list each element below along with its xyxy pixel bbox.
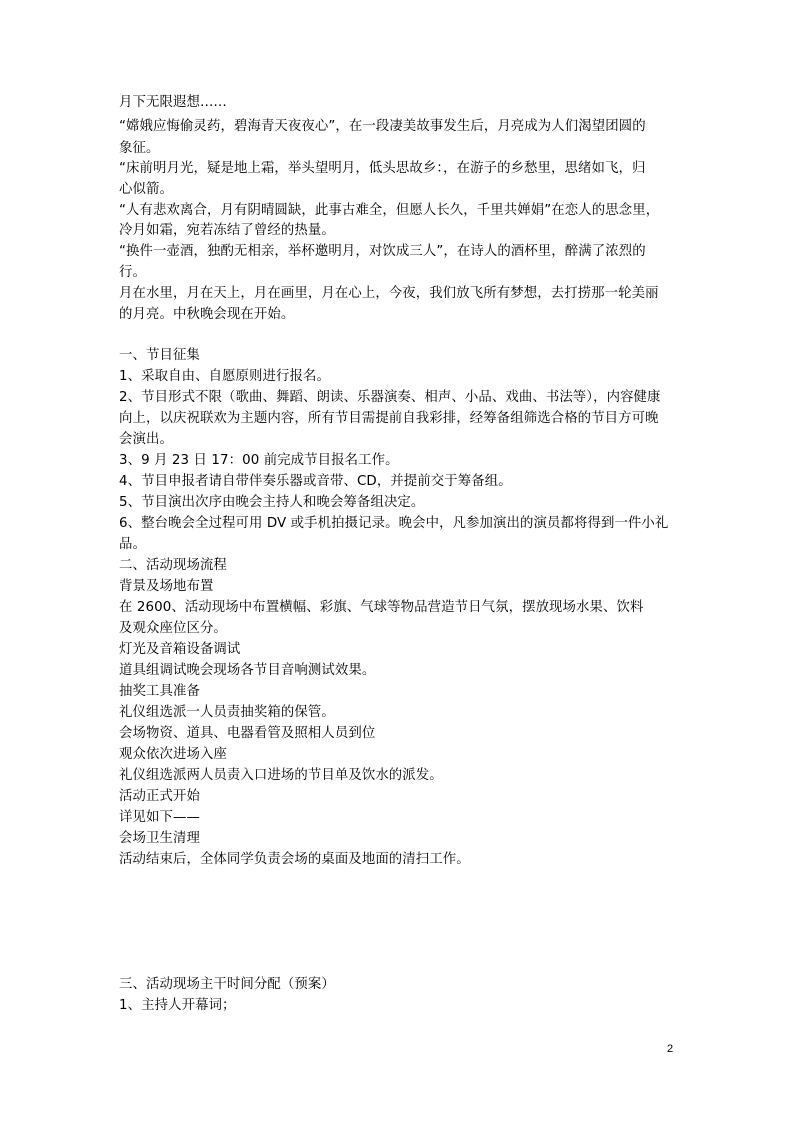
list-item-6b: 品。	[119, 537, 146, 552]
list-item-3: 3、9 月 23 日 17：00 前完成节目报名工作。	[119, 453, 399, 468]
text-line-poem-2b: 心似箭。	[119, 182, 173, 197]
text-line-intro: 月下无限遐想……	[119, 95, 227, 110]
section-heading-2: 二、活动现场流程	[119, 558, 227, 573]
list-item-host-opening: 1、主持人开幕词；	[119, 998, 236, 1013]
subheading-cleanup: 会场卫生清理	[119, 831, 200, 846]
text-line-details: 详见如下——	[119, 810, 200, 825]
list-item-6a: 6、整台晚会全过程可用 DV 或手机拍摄记录。晚会中，凡参加演出的演员都将得到一件小礼	[119, 516, 669, 531]
text-line-poem-4a: “换件一壶酒，独酌无相亲，举杯邀明月，对饮成三人”，在诗人的酒杯里，醉满了浓烈的	[119, 244, 646, 259]
subheading-lottery: 抽奖工具准备	[119, 684, 200, 699]
list-item-2b: 向上，以庆祝联欢为主题内容，所有节目需提前自我彩排，经筹备组筛选合格的节目方可晚	[119, 411, 659, 426]
subheading-start: 活动正式开始	[119, 789, 200, 804]
text-line-cleanup: 活动结束后，全体同学负责会场的桌面及地面的清扫工作。	[119, 852, 470, 867]
list-item-5: 5、节目演出次序由晚会主持人和晚会筹备组决定。	[119, 495, 425, 510]
list-item-4: 4、节目申报者请自带伴奏乐器或音带、CD，并提前交于筹备组。	[119, 474, 512, 489]
subheading-lighting: 灯光及音箱设备调试	[119, 642, 241, 657]
subheading-materials: 会场物资、道具、电器看管及照相人员到位	[119, 726, 376, 741]
list-item-1: 1、采取自由、自愿原则进行报名。	[119, 369, 330, 384]
text-line-background-a: 在 2600、活动现场中布置横幅、彩旗、气球等物品营造节日气氛，摆放现场水果、饮料	[119, 600, 644, 615]
section-heading-3: 三、活动现场主干时间分配（预案）	[119, 977, 335, 992]
text-line-closing-b: 的月亮。中秋晚会现在开始。	[119, 307, 295, 322]
text-line-poem-1a: “嫦娥应悔偷灵药，碧海青天夜夜心”，在一段凄美故事发生后，月亮成为人们渴望团圆的	[119, 119, 646, 134]
text-line-poem-4b: 行。	[119, 265, 146, 280]
page-number: 2	[667, 1043, 674, 1055]
list-item-2a: 2、节目形式不限（歌曲、舞蹈、朗读、乐器演奏、相声、小品、戏曲、书法等），内容健康	[119, 390, 661, 405]
text-line-closing-a: 月在水里，月在天上，月在画里，月在心上，今夜，我们放飞所有梦想，去打捞那一轮美丽	[119, 286, 659, 301]
list-item-2c: 会演出。	[119, 432, 173, 447]
text-line-poem-3b: 冷月如霜，宛若冻结了曾经的热量。	[119, 223, 335, 238]
text-line-poem-3a: “人有悲欢离合，月有阴晴圆缺，此事古难全，但愿人长久，千里共婵娟”在恋人的思念里，	[119, 203, 660, 218]
text-line-lottery: 礼仪组选派一人员责抽奖箱的保管。	[119, 705, 335, 720]
text-line-background-b: 及观众座位区分。	[119, 621, 227, 636]
subheading-seating: 观众依次进场入座	[119, 747, 227, 762]
text-line-poem-1b: 象征。	[119, 141, 160, 156]
section-heading-1: 一、节目征集	[119, 348, 200, 363]
text-line-poem-2a: “床前明月光，疑是地上霜，举头望明月，低头思故乡：，在游子的乡愁里，思绪如飞，归	[119, 161, 646, 176]
text-line-lighting: 道具组调试晚会现场各节目音响测试效果。	[119, 663, 376, 678]
subheading-background: 背景及场地布置	[119, 579, 214, 594]
text-line-seating: 礼仪组选派两人员责入口进场的节目单及饮水的派发。	[119, 768, 443, 783]
